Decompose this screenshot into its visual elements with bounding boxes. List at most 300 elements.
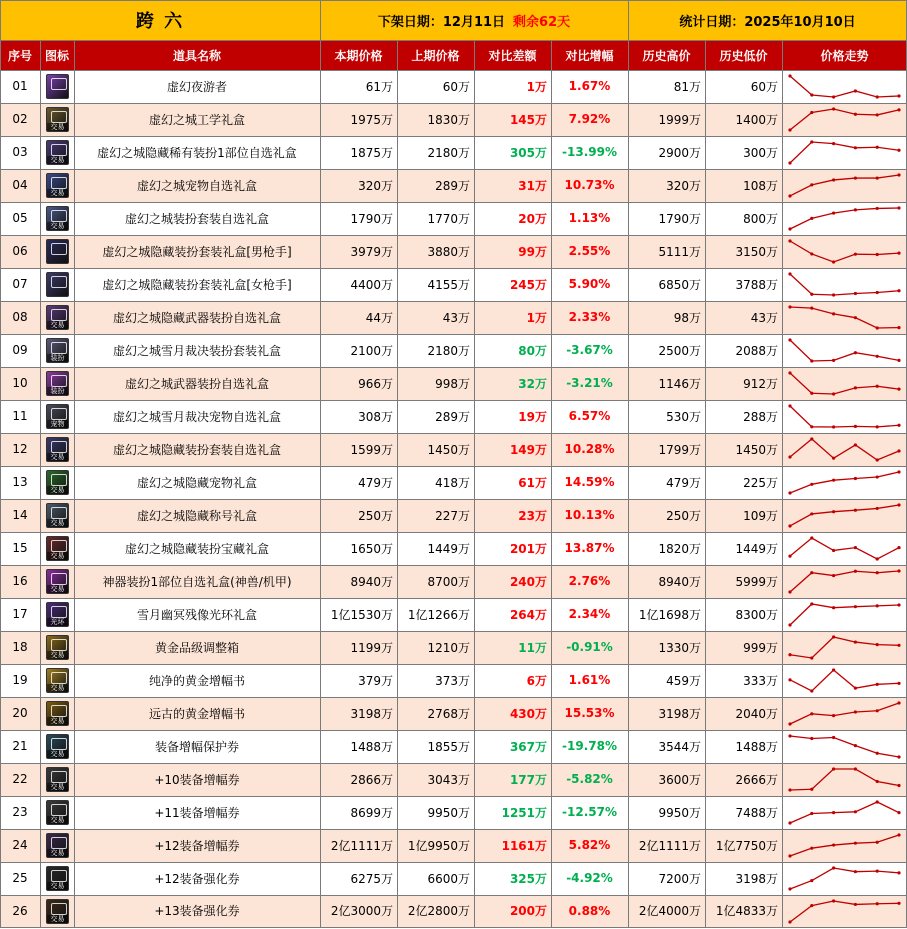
price-change-pct: 7.92%: [568, 112, 611, 127]
item-name: 虚幻之城隐藏装扮套装礼盒[女枪手]: [102, 277, 292, 292]
previous-price: 2180万: [427, 343, 470, 358]
trend-point: [897, 206, 900, 209]
trend-point: [832, 312, 835, 315]
item-icon: [46, 371, 69, 396]
grid-line: [0, 697, 907, 698]
trend-point: [788, 554, 791, 557]
trade-tag: 交易: [47, 651, 68, 659]
trend-point: [810, 536, 813, 539]
trend-point: [810, 391, 813, 394]
trend-point: [810, 787, 813, 790]
trade-tag: 交易: [47, 123, 68, 131]
previous-price: 2亿2800万: [407, 904, 470, 919]
trade-tag: 交易: [47, 222, 68, 230]
trend-point: [897, 326, 900, 329]
trend-point: [854, 710, 857, 713]
trend-point: [897, 811, 900, 814]
trend-point: [854, 208, 857, 211]
trend-point: [810, 656, 813, 659]
trend-point: [810, 878, 813, 881]
history-low: 5999万: [735, 574, 778, 589]
current-price: 966万: [358, 376, 393, 391]
price-diff: 264万: [509, 607, 547, 622]
price-change-pct: -19.78%: [562, 739, 617, 754]
current-price: 1199万: [350, 640, 393, 655]
trend-point: [897, 603, 900, 606]
price-trend-sparkline: [786, 205, 903, 232]
price-diff: 240万: [509, 574, 547, 589]
trend-point: [810, 292, 813, 295]
grid-line: [0, 169, 907, 170]
price-change-pct: 0.88%: [568, 903, 611, 918]
row-number: 21: [12, 739, 28, 754]
history-high: 1820万: [658, 541, 701, 556]
trend-point: [854, 810, 857, 813]
previous-price: 289万: [435, 409, 470, 424]
price-diff: 1251万: [501, 805, 547, 820]
trend-point: [832, 392, 835, 395]
trend-point: [788, 524, 791, 527]
history-low: 333万: [743, 673, 778, 688]
item-name: 虚幻之城宠物自选礼盒: [136, 178, 257, 193]
trend-point: [876, 146, 879, 149]
trend-point: [876, 604, 879, 607]
price-change-pct: 1.61%: [568, 673, 611, 688]
trend-point: [832, 260, 835, 263]
trend-point: [832, 178, 835, 181]
item-icon: [46, 74, 69, 99]
trend-point: [876, 643, 879, 646]
price-change-pct: 1.67%: [568, 79, 611, 94]
trend-point: [876, 384, 879, 387]
item-glyph-icon: [51, 507, 67, 519]
price-trend-sparkline: [786, 898, 903, 925]
trend-point: [788, 854, 791, 857]
previous-price: 8700万: [427, 574, 470, 589]
trade-tag: 交易: [47, 717, 68, 725]
item-glyph-icon: [51, 309, 67, 321]
trend-point: [788, 623, 791, 626]
row-number: 14: [12, 508, 28, 523]
history-low: 3150万: [735, 244, 778, 259]
price-diff: 325万: [509, 871, 547, 886]
previous-price: 3043万: [427, 772, 470, 787]
delist-cell: [320, 0, 628, 40]
trend-point: [788, 305, 791, 308]
price-trend-sparkline: [786, 733, 903, 760]
trend-point: [876, 425, 879, 428]
item-glyph-icon: [51, 771, 67, 783]
history-high: 3198万: [658, 706, 701, 721]
history-high: 320万: [666, 178, 701, 193]
trend-line: [790, 505, 899, 526]
trend-point: [876, 475, 879, 478]
grid-line: [0, 0, 907, 1]
item-glyph-icon: [51, 276, 67, 288]
item-name: 虚幻之城雪月裁决装扮套装礼盒: [112, 343, 281, 358]
trend-line: [790, 802, 899, 823]
grid-line: [0, 202, 907, 203]
current-price: 44万: [365, 310, 393, 325]
trade-tag: 交易: [47, 585, 68, 593]
grid-line: [0, 730, 907, 731]
trend-point: [854, 744, 857, 747]
previous-price: 1450万: [427, 442, 470, 457]
item-icon: [46, 206, 69, 231]
price-change-pct: 1.13%: [568, 211, 611, 226]
row-number: 05: [12, 211, 28, 226]
row-number: 07: [12, 277, 28, 292]
current-price: 379万: [358, 673, 393, 688]
trend-point: [810, 712, 813, 715]
previous-price: 4155万: [427, 277, 470, 292]
item-glyph-icon: [51, 177, 67, 189]
item-name: +12装备强化券: [154, 871, 240, 886]
current-price: 1650万: [350, 541, 393, 556]
trade-tag: 光环: [47, 618, 68, 626]
previous-price: 289万: [435, 178, 470, 193]
trend-point: [810, 512, 813, 515]
previous-price: 9950万: [427, 805, 470, 820]
trend-point: [788, 455, 791, 458]
trend-point: [854, 176, 857, 179]
item-name: 黄金品级调整箱: [154, 640, 239, 655]
row-number: 02: [12, 112, 28, 127]
price-diff: 145万: [509, 112, 547, 127]
row-number: 19: [12, 673, 28, 688]
trend-line: [790, 109, 899, 130]
item-glyph-icon: [51, 78, 67, 90]
current-price: 2866万: [350, 772, 393, 787]
trend-point: [897, 681, 900, 684]
price-trend-sparkline: [786, 799, 903, 826]
price-trend-sparkline: [786, 601, 903, 628]
grid-line: [0, 103, 907, 104]
column-header: 历史低价: [705, 40, 782, 70]
history-low: 1400万: [735, 112, 778, 127]
item-name: 虚幻之城隐藏武器装扮自选礼盒: [112, 310, 281, 325]
item-name: 虚幻之城隐藏装扮套装自选礼盒: [112, 442, 281, 457]
history-high: 479万: [666, 475, 701, 490]
trend-point: [832, 211, 835, 214]
history-low: 1亿4833万: [715, 904, 778, 919]
row-number: 11: [12, 409, 28, 424]
trend-point: [897, 289, 900, 292]
trend-point: [876, 207, 879, 210]
previous-price: 1449万: [427, 541, 470, 556]
trend-point: [788, 74, 791, 77]
trend-point: [788, 128, 791, 131]
trend-point: [854, 870, 857, 873]
price-trend-sparkline: [786, 634, 903, 661]
trend-line: [790, 571, 899, 592]
trade-tag: 交易: [47, 684, 68, 692]
grid-line: [551, 40, 552, 927]
item-glyph-icon: [51, 804, 67, 816]
price-diff: 149万: [509, 442, 547, 457]
item-glyph-icon: [51, 738, 67, 750]
trade-tag: 交易: [47, 453, 68, 461]
grid-line: [0, 70, 907, 71]
item-glyph-icon: [51, 375, 67, 387]
trend-line: [790, 604, 899, 625]
trade-tag: 宠物: [47, 420, 68, 428]
column-header: 图标: [40, 40, 74, 70]
history-high: 3544万: [658, 739, 701, 754]
row-number: 06: [12, 244, 28, 259]
history-low: 3198万: [735, 871, 778, 886]
history-high: 3600万: [658, 772, 701, 787]
row-number: 13: [12, 475, 28, 490]
column-header: 对比差额: [474, 40, 551, 70]
current-price: 3979万: [350, 244, 393, 259]
trade-tag: 交易: [47, 750, 68, 758]
history-high: 1999万: [658, 112, 701, 127]
price-diff: 1万: [526, 79, 547, 94]
grid-line: [628, 0, 629, 40]
trend-point: [897, 173, 900, 176]
history-low: 3788万: [735, 277, 778, 292]
price-change-pct: -3.21%: [566, 376, 613, 391]
trend-point: [854, 767, 857, 770]
item-glyph-icon: [51, 606, 67, 618]
grid-line: [74, 40, 75, 927]
trend-point: [832, 107, 835, 110]
trend-point: [810, 602, 813, 605]
trend-line: [790, 307, 899, 328]
trend-point: [854, 640, 857, 643]
price-diff: 23万: [518, 508, 547, 523]
trend-line: [790, 142, 899, 163]
history-low: 1449万: [735, 541, 778, 556]
current-price: 1599万: [350, 442, 393, 457]
trend-line: [790, 901, 899, 922]
trend-point: [854, 252, 857, 255]
trend-point: [854, 443, 857, 446]
item-icon: [46, 140, 69, 165]
trend-line: [790, 406, 899, 427]
price-diff: 99万: [518, 244, 547, 259]
current-price: 320万: [358, 178, 393, 193]
history-high: 5111万: [658, 244, 701, 259]
trend-point: [876, 507, 879, 510]
history-high: 1799万: [658, 442, 701, 457]
price-diff: 1161万: [501, 838, 547, 853]
history-low: 999万: [743, 640, 778, 655]
item-glyph-icon: [51, 441, 67, 453]
price-diff: 31万: [518, 178, 547, 193]
trend-point: [876, 458, 879, 461]
trend-point: [788, 371, 791, 374]
grid-line: [0, 235, 907, 236]
trend-point: [810, 111, 813, 114]
trend-line: [790, 373, 899, 394]
grid-line: [0, 0, 1, 40]
grid-line: [0, 895, 907, 896]
price-change-pct: 2.34%: [568, 607, 611, 622]
previous-price: 1210万: [427, 640, 470, 655]
item-name: +13装备强化券: [154, 904, 240, 919]
current-price: 308万: [358, 409, 393, 424]
column-header: 上期价格: [397, 40, 474, 70]
column-header: 道具名称: [74, 40, 320, 70]
price-diff: 32万: [518, 376, 547, 391]
trade-tag: 交易: [47, 321, 68, 329]
trend-point: [832, 142, 835, 145]
history-high: 1330万: [658, 640, 701, 655]
trend-point: [810, 811, 813, 814]
trend-point: [897, 833, 900, 836]
current-price: 6275万: [350, 871, 393, 886]
trend-point: [832, 425, 835, 428]
item-glyph-icon: [51, 903, 67, 915]
trend-line: [790, 76, 899, 97]
stat-date-cell: [628, 0, 907, 40]
trend-point: [788, 194, 791, 197]
previous-price: 60万: [442, 79, 470, 94]
item-icon: [46, 866, 69, 891]
history-high: 7200万: [658, 871, 701, 886]
trend-point: [854, 605, 857, 608]
history-high: 2亿4000万: [638, 904, 701, 919]
history-high: 459万: [666, 673, 701, 688]
trend-point: [897, 470, 900, 473]
item-icon: [46, 899, 69, 924]
trend-point: [810, 252, 813, 255]
trend-point: [832, 478, 835, 481]
trend-point: [810, 903, 813, 906]
item-glyph-icon: [51, 837, 67, 849]
trend-point: [810, 183, 813, 186]
price-diff: 80万: [518, 343, 547, 358]
grid-line: [0, 763, 907, 764]
item-glyph-icon: [51, 639, 67, 651]
previous-price: 373万: [435, 673, 470, 688]
price-trend-sparkline: [786, 238, 903, 265]
item-name: 纯净的黄金增幅书: [148, 673, 245, 688]
trend-point: [854, 508, 857, 511]
history-low: 300万: [743, 145, 778, 160]
history-high: 2500万: [658, 343, 701, 358]
row-number: 03: [12, 145, 28, 160]
price-diff: 367万: [509, 739, 547, 754]
grid-line: [705, 40, 706, 927]
grid-line: [40, 40, 41, 927]
item-icon: [46, 602, 69, 627]
trend-line: [790, 703, 899, 724]
trend-line: [790, 736, 899, 757]
row-number: 04: [12, 178, 28, 193]
price-change-pct: 14.59%: [564, 475, 615, 490]
trend-point: [897, 783, 900, 786]
price-change-pct: 2.33%: [568, 310, 611, 325]
price-change-pct: 10.13%: [564, 508, 615, 523]
item-name: 虚幻之城工学礼盒: [148, 112, 245, 127]
price-trend-sparkline: [786, 667, 903, 694]
previous-price: 1亿9950万: [407, 838, 470, 853]
row-number: 23: [12, 805, 28, 820]
trend-point: [832, 735, 835, 738]
item-name: 虚幻之城雪月裁决宠物自选礼盒: [112, 409, 281, 424]
column-header: 对比增幅: [551, 40, 628, 70]
item-glyph-icon: [51, 210, 67, 222]
current-price: 61万: [365, 79, 393, 94]
trend-point: [876, 751, 879, 754]
trend-point: [897, 503, 900, 506]
previous-price: 1770万: [427, 211, 470, 226]
grid-line: [782, 40, 783, 927]
grid-line: [0, 598, 907, 599]
previous-price: 2768万: [427, 706, 470, 721]
price-change-pct: 6.57%: [568, 409, 611, 424]
trend-point: [876, 571, 879, 574]
grid-line: [0, 466, 907, 467]
item-name: 虚幻之城装扮套装自选礼盒: [124, 211, 269, 226]
price-change-pct: -12.57%: [562, 805, 617, 820]
grid-line: [474, 40, 475, 927]
row-number: 09: [12, 343, 28, 358]
column-header: 序号: [0, 40, 40, 70]
trend-line: [790, 538, 899, 559]
row-number: 22: [12, 772, 28, 787]
row-number: 26: [12, 903, 28, 918]
trend-point: [788, 887, 791, 890]
history-high: 1790万: [658, 211, 701, 226]
price-trend-sparkline: [786, 436, 903, 463]
item-icon: [46, 107, 69, 132]
price-diff: 11万: [518, 640, 547, 655]
grid-line: [0, 334, 907, 335]
row-number: 08: [12, 310, 28, 325]
price-diff: 200万: [509, 904, 547, 919]
price-trend-sparkline: [786, 403, 903, 430]
price-trend-sparkline: [786, 139, 903, 166]
price-change-pct: -3.67%: [566, 343, 613, 358]
trend-point: [854, 351, 857, 354]
history-low: 8300万: [735, 607, 778, 622]
current-price: 1875万: [350, 145, 393, 160]
item-name: 远古的黄金增幅书: [148, 706, 245, 721]
trend-point: [788, 653, 791, 656]
history-high: 81万: [673, 79, 701, 94]
price-change-pct: -0.91%: [566, 640, 613, 655]
item-glyph-icon: [51, 342, 67, 354]
trend-point: [897, 359, 900, 362]
trend-point: [788, 227, 791, 230]
price-trend-sparkline: [786, 469, 903, 496]
grid-line: [0, 927, 907, 928]
price-trend-sparkline: [786, 535, 903, 562]
price-trend-sparkline: [786, 502, 903, 529]
price-trend-sparkline: [786, 568, 903, 595]
item-glyph-icon: [51, 243, 67, 255]
price-change-pct: 10.28%: [564, 442, 615, 457]
current-price: 1975万: [350, 112, 393, 127]
trend-point: [810, 140, 813, 143]
history-low: 109万: [743, 508, 778, 523]
price-diff: 305万: [509, 145, 547, 160]
current-price: 1亿1530万: [330, 607, 393, 622]
row-number: 16: [12, 574, 28, 589]
trend-point: [854, 569, 857, 572]
remaining-days: 剩余62天: [513, 14, 571, 30]
item-glyph-icon: [51, 705, 67, 717]
trend-line: [790, 241, 899, 262]
trend-line: [790, 769, 899, 790]
current-price: 479万: [358, 475, 393, 490]
trade-tag: 交易: [47, 849, 68, 857]
trend-line: [790, 835, 899, 856]
